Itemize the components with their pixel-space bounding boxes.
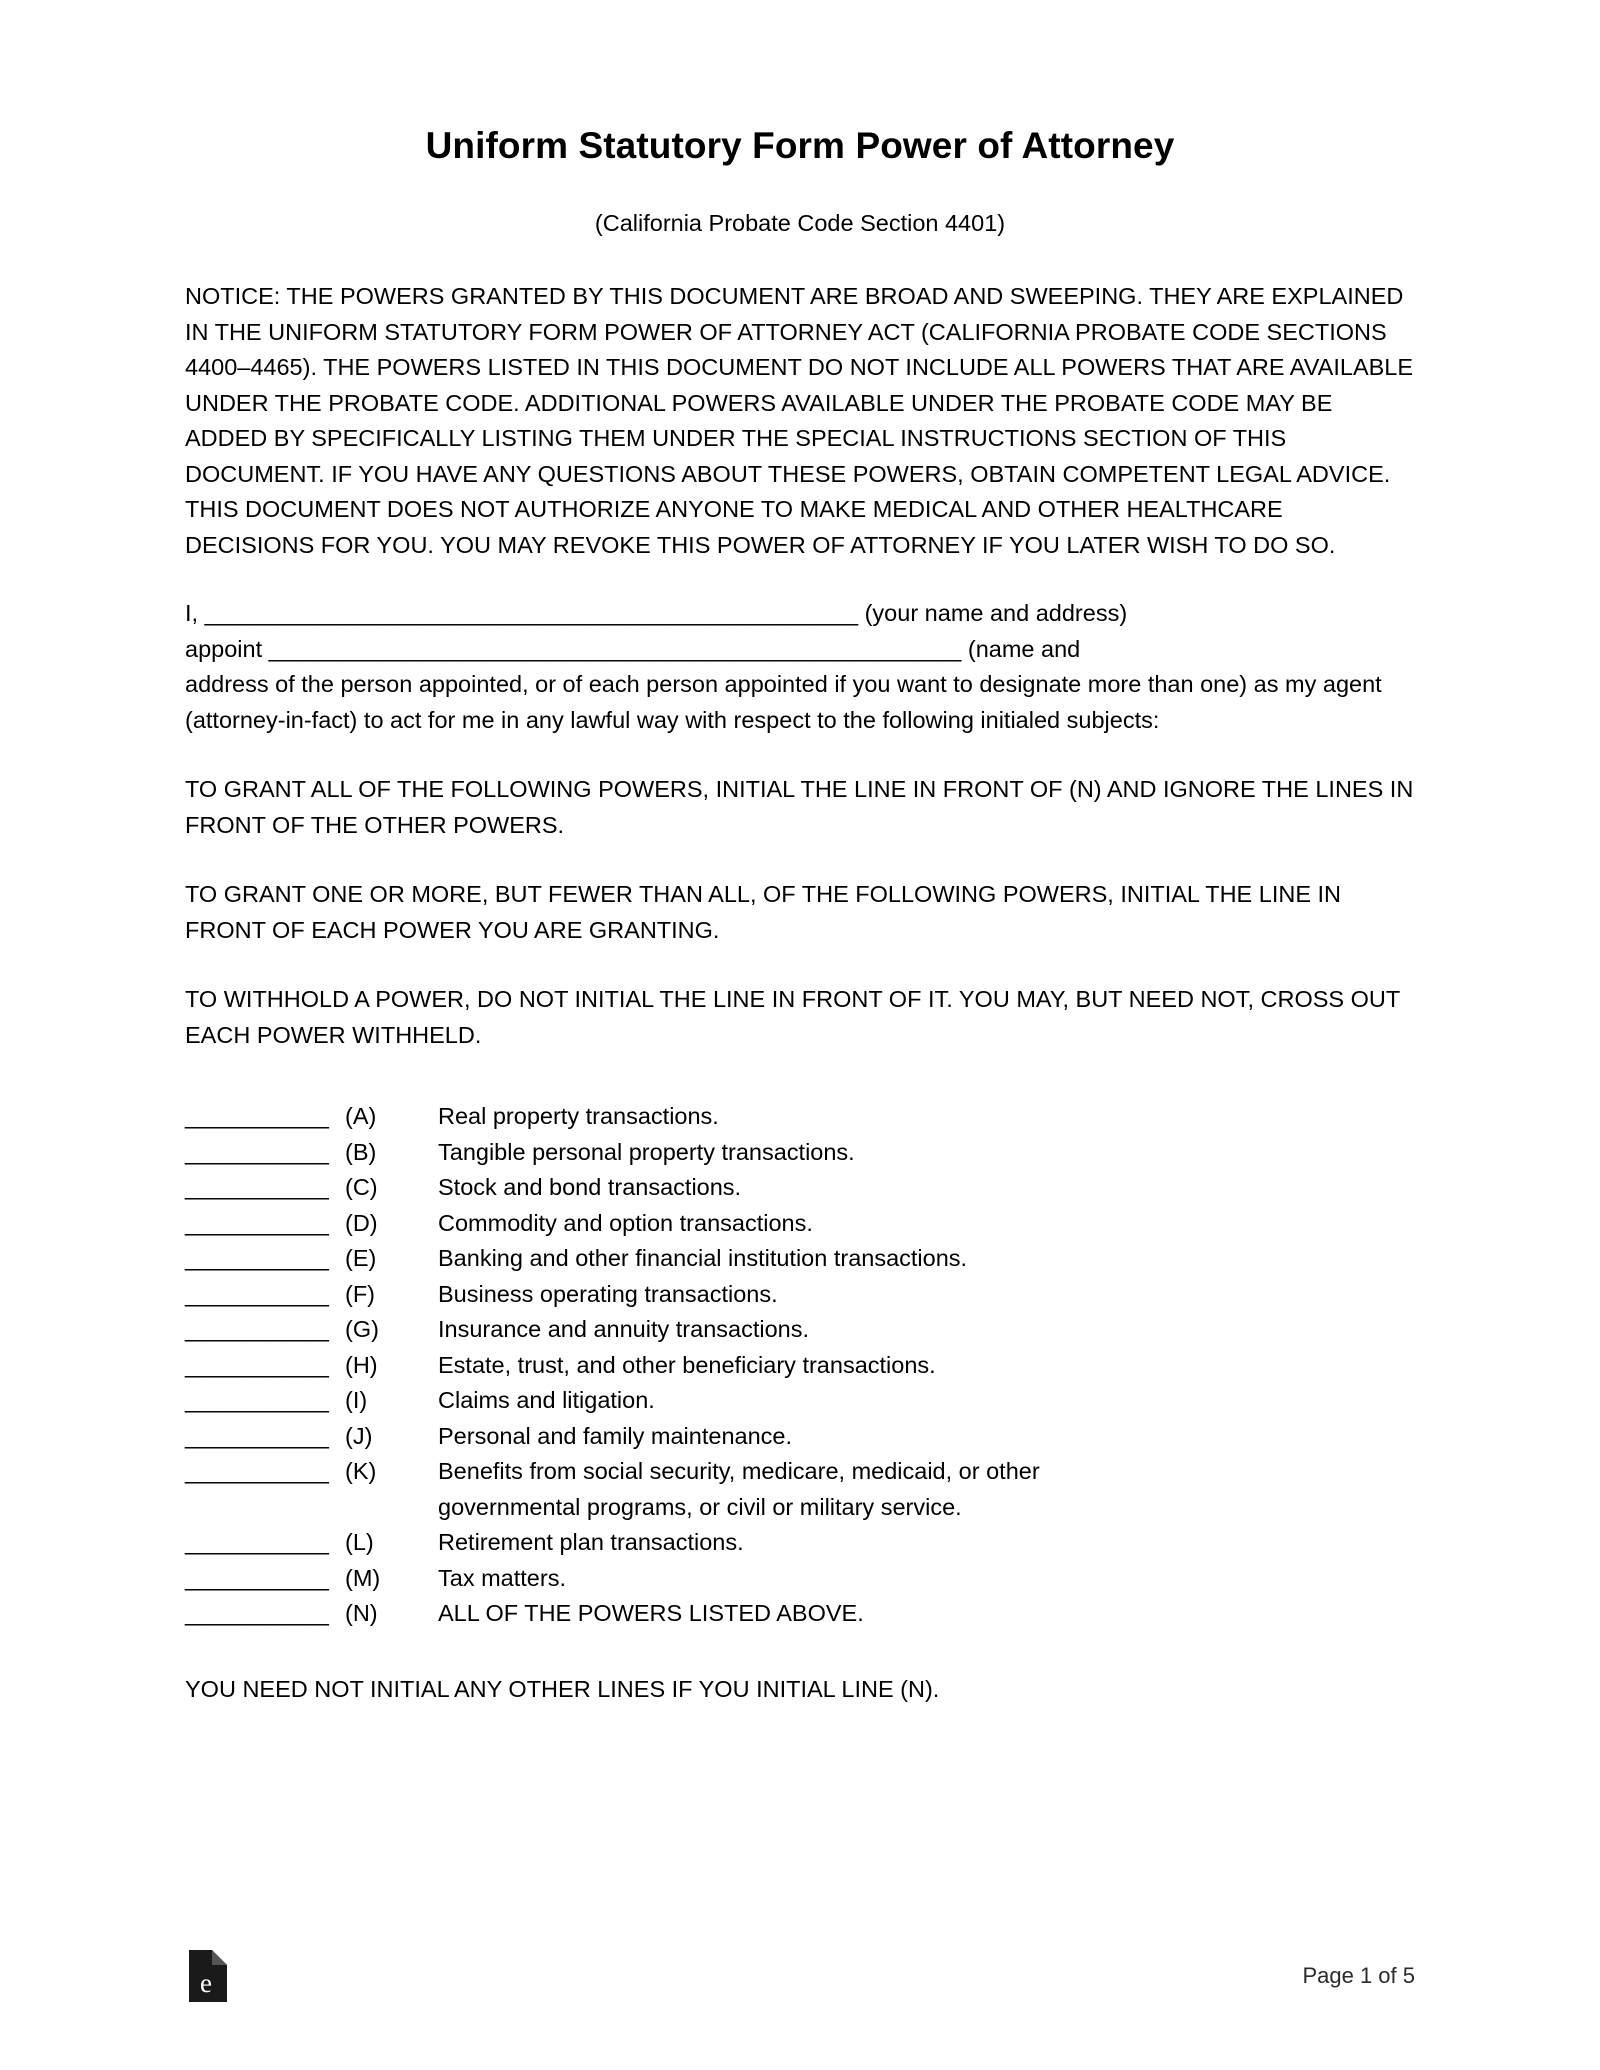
initial-blank[interactable]: ___________ <box>185 1316 329 1342</box>
power-letter: (G) <box>345 1316 379 1342</box>
power-letter: (F) <box>345 1280 376 1307</box>
power-text: Business operating transactions. <box>438 1280 778 1307</box>
power-letter: (I) <box>345 1387 368 1413</box>
power-row <box>185 1135 1415 1171</box>
power-letter: (J) <box>345 1422 373 1449</box>
initial-blank[interactable]: ___________ <box>185 1564 329 1591</box>
power-text: Retirement plan transactions. <box>438 1529 744 1555</box>
power-text: Claims and litigation. <box>438 1387 655 1413</box>
powers-list <box>185 1099 1415 1632</box>
power-text: Banking and other financial institution transactions. <box>438 1245 968 1271</box>
power-letter: (N) <box>345 1600 378 1626</box>
power-letter: (K) <box>345 1458 377 1484</box>
power-row <box>185 1383 1415 1419</box>
page-title: Uniform Statutory Form Power of Attorney <box>425 125 1175 166</box>
power-letter: (C) <box>345 1174 378 1200</box>
power-row <box>185 1561 1415 1597</box>
page-footer <box>185 1950 1415 2002</box>
initial-blank[interactable]: ___________ <box>185 1103 329 1129</box>
power-text <box>438 1454 1415 1525</box>
power-row <box>185 1206 1415 1242</box>
initial-blank[interactable]: ___________ <box>185 1245 329 1271</box>
power-row <box>185 1419 1415 1455</box>
power-letter: (E) <box>345 1245 377 1271</box>
appointment-paragraph <box>185 596 1415 738</box>
power-text: Commodity and option transactions. <box>438 1209 813 1236</box>
initial-blank[interactable]: ___________ <box>185 1387 329 1413</box>
appointment-lead: I, <box>185 600 205 626</box>
appointment-after-agent: (name and <box>961 635 1081 662</box>
power-row <box>185 1277 1415 1313</box>
power-text-line1: Benefits from social security, medicare, medicaid, or other <box>438 1458 1040 1484</box>
power-text: ALL OF THE POWERS LISTED ABOVE. <box>438 1600 864 1626</box>
instruction-grant-some: TO GRANT ONE OR MORE, BUT FEWER THAN ALL, OF THE FOLLOWING POWERS, INITIAL THE LINE IN FRONT OF EACH POWER YOU ARE GRANTING. <box>185 881 1342 943</box>
instruction-grant-all: TO GRANT ALL OF THE FOLLOWING POWERS, INITIAL THE LINE IN FRONT OF (N) AND IGNORE THE LINES IN FRONT OF THE OTHER POWERS. <box>185 776 1414 838</box>
power-letter: (B) <box>345 1138 377 1165</box>
power-text-line2: governmental programs, or civil or military service. <box>438 1493 962 1520</box>
document-subtitle: (California Probate Code Section 4401) <box>594 210 1006 236</box>
initial-blank[interactable]: ___________ <box>185 1458 329 1484</box>
power-letter: (A) <box>345 1103 377 1129</box>
power-text: Estate, trust, and other beneficiary transactions. <box>438 1351 936 1378</box>
instruction-withhold: TO WITHHOLD A POWER, DO NOT INITIAL THE LINE IN FRONT OF IT. YOU MAY, BUT NEED NOT, CROSS OUT EACH POWER WITHHELD. <box>185 986 1400 1048</box>
eforms-logo-icon <box>185 1950 227 2002</box>
power-row <box>185 1454 1415 1525</box>
initial-blank[interactable]: ___________ <box>185 1600 329 1626</box>
initial-blank[interactable]: ___________ <box>185 1174 329 1200</box>
name-address-blank[interactable]: __________________________________________________ <box>204 600 859 626</box>
initial-blank[interactable]: ___________ <box>185 1422 329 1449</box>
power-letter: (L) <box>345 1529 374 1555</box>
initial-blank[interactable]: ___________ <box>185 1351 329 1378</box>
power-text: Personal and family maintenance. <box>438 1422 793 1449</box>
appoint-word: appoint <box>185 635 269 662</box>
power-row <box>185 1348 1415 1384</box>
appointment-rest: address of the person appointed, or of each person appointed if you want to designate more than one) as my agent (attorney-in-fact) to act for me in any lawful way with respect to the following initialed subjects: <box>185 671 1382 733</box>
power-row <box>185 1099 1415 1135</box>
power-letter: (H) <box>345 1351 378 1378</box>
power-letter: (M) <box>345 1564 381 1591</box>
power-text: Real property transactions. <box>438 1103 719 1129</box>
initial-blank[interactable]: ___________ <box>185 1529 329 1555</box>
power-row <box>185 1525 1415 1561</box>
initial-blank[interactable]: ___________ <box>185 1280 329 1307</box>
power-row <box>185 1312 1415 1348</box>
appointment-after-name: (your name and address) <box>858 600 1128 626</box>
power-row <box>185 1241 1415 1277</box>
closing-note: YOU NEED NOT INITIAL ANY OTHER LINES IF YOU INITIAL LINE (N). <box>185 1675 940 1702</box>
notice-paragraph: NOTICE: THE POWERS GRANTED BY THIS DOCUMENT ARE BROAD AND SWEEPING. THEY ARE EXPLAINED IN THE UNIFORM STATUTORY FORM POWER OF ATTORNEY ACT (CALIFORNIA PROBATE CODE SECTIONS 4400–4465). THE POWERS LISTED IN THIS DOCUMENT DO NOT INCLUDE ALL POWERS THAT ARE AVAILABLE UNDER THE PROBATE CODE. ADDITIONAL POWERS AVAILABLE UNDER THE PROBATE CODE MAY BE ADDED BY SPECIFICALLY LISTING THEM UNDER THE SPECIAL INSTRUCTIONS SECTION OF THIS DOCUMENT. IF YOU HAVE ANY QUESTIONS ABOUT THESE POWERS, OBTAIN COMPETENT LEGAL ADVICE. THIS DOCUMENT DOES NOT AUTHORIZE ANYONE TO MAKE MEDICAL AND OTHER HEALTHCARE DECISIONS FOR YOU. YOU MAY REVOKE THIS POWER OF ATTORNEY IF YOU LATER WISH TO DO SO. <box>185 283 1414 558</box>
agent-name-blank[interactable]: _____________________________________________________ <box>268 635 962 662</box>
power-text: Tax matters. <box>438 1564 566 1591</box>
document-content <box>185 0 1415 1707</box>
power-row <box>185 1596 1415 1632</box>
power-row <box>185 1170 1415 1206</box>
power-letter: (D) <box>345 1209 378 1236</box>
page-number: Page 1 of 5 <box>1302 1963 1415 1988</box>
power-text: Insurance and annuity transactions. <box>438 1316 810 1342</box>
power-text: Stock and bond transactions. <box>438 1174 742 1200</box>
initial-blank[interactable]: ___________ <box>185 1209 329 1236</box>
initial-blank[interactable]: ___________ <box>185 1138 329 1165</box>
power-text: Tangible personal property transactions. <box>438 1138 855 1165</box>
svg-text:e: e <box>200 1968 212 1998</box>
